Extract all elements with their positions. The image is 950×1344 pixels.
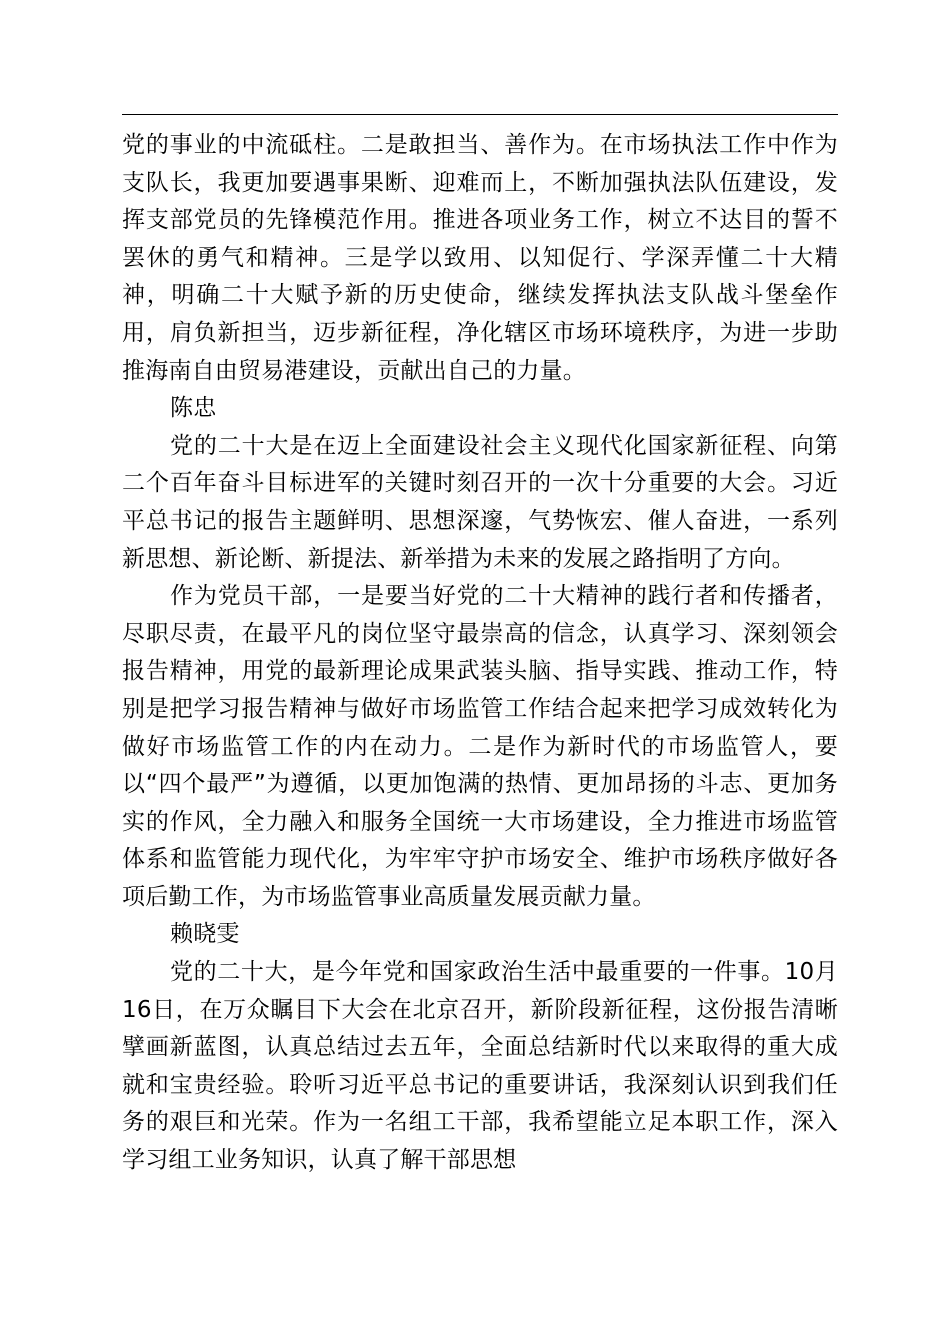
paragraph-chen-zhong-2: 作为党员干部，一是要当好党的二十大精神的践行者和传播者，尽职尽责，在最平凡的岗位坚守最崇高的信念，认真学习、深刻领会报告精神，用党的最新理论成果武装头脑、指导实践、推动工作，特别是把学习报告精神与做好市场监管工作结合起来把学习成效转化为做好市场监管工作的内在动力。二是作为新时代的市场监管人，要以“四个最严”为遵循，以更加饱满的热情、更加昂扬的斗志、更加务实的作风，全力融入和服务全国统一大市场建设，全力推进市场监管体系和监管能力现代化，为牢牢守护市场安全、维护市场秩序做好各项后勤工作，为市场监管事业高质量发展贡献力量。 xyxy=(122,583,838,910)
paragraph-lai-xiaowen-1: 党的二十大，是今年党和国家政治生活中最重要的一件事。10月16日，在万众瞩目下大会在北京召开，新阶段新征程，这份报告清晰擘画新蓝图，认真总结过去五年，全面总结新时代以来取得的重大成就和宝贵经验。聆听习近平总书记的重要讲话，我深刻认识到我们任务的艰巨和光荣。作为一名组工干部，我希望能立足本职工作，深入学习组工业务知识，认真了解干部思想 xyxy=(122,959,838,1174)
document-body xyxy=(122,127,838,1180)
speaker-name-lai-xiaowen: 赖晓雯 xyxy=(170,921,240,948)
paragraph-continuation: 党的事业的中流砥柱。二是敢担当、善作为。在市场执法工作中作为支队长，我更加要遇事果断、迎难而上，不断加强执法队伍建设，发挥支部党员的先锋模范作用。推进各项业务工作，树立不达目的誓不罢休的勇气和精神。三是学以致用、以知促行、学深弄懂二十大精神，明确二十大赋予新的历史使命，继续发挥执法支队战斗堡垒作用，肩负新担当，迈步新征程，净化辖区市场环境秩序，为进一步助推海南自由贸易港建设，贡献出自己的力量。 xyxy=(122,132,838,384)
speaker-name-chen-zhong: 陈忠 xyxy=(170,395,217,422)
paragraph-chen-zhong-1: 党的二十大是在迈上全面建设社会主义现代化国家新征程、向第二个百年奋斗目标进军的关键时刻召开的一次十分重要的大会。习近平总书记的报告主题鲜明、思想深邃，气势恢宏、催人奋进，一系列新思想、新论断、新提法、新举措为未来的发展之路指明了方向。 xyxy=(122,432,838,572)
header-rule xyxy=(122,114,838,115)
